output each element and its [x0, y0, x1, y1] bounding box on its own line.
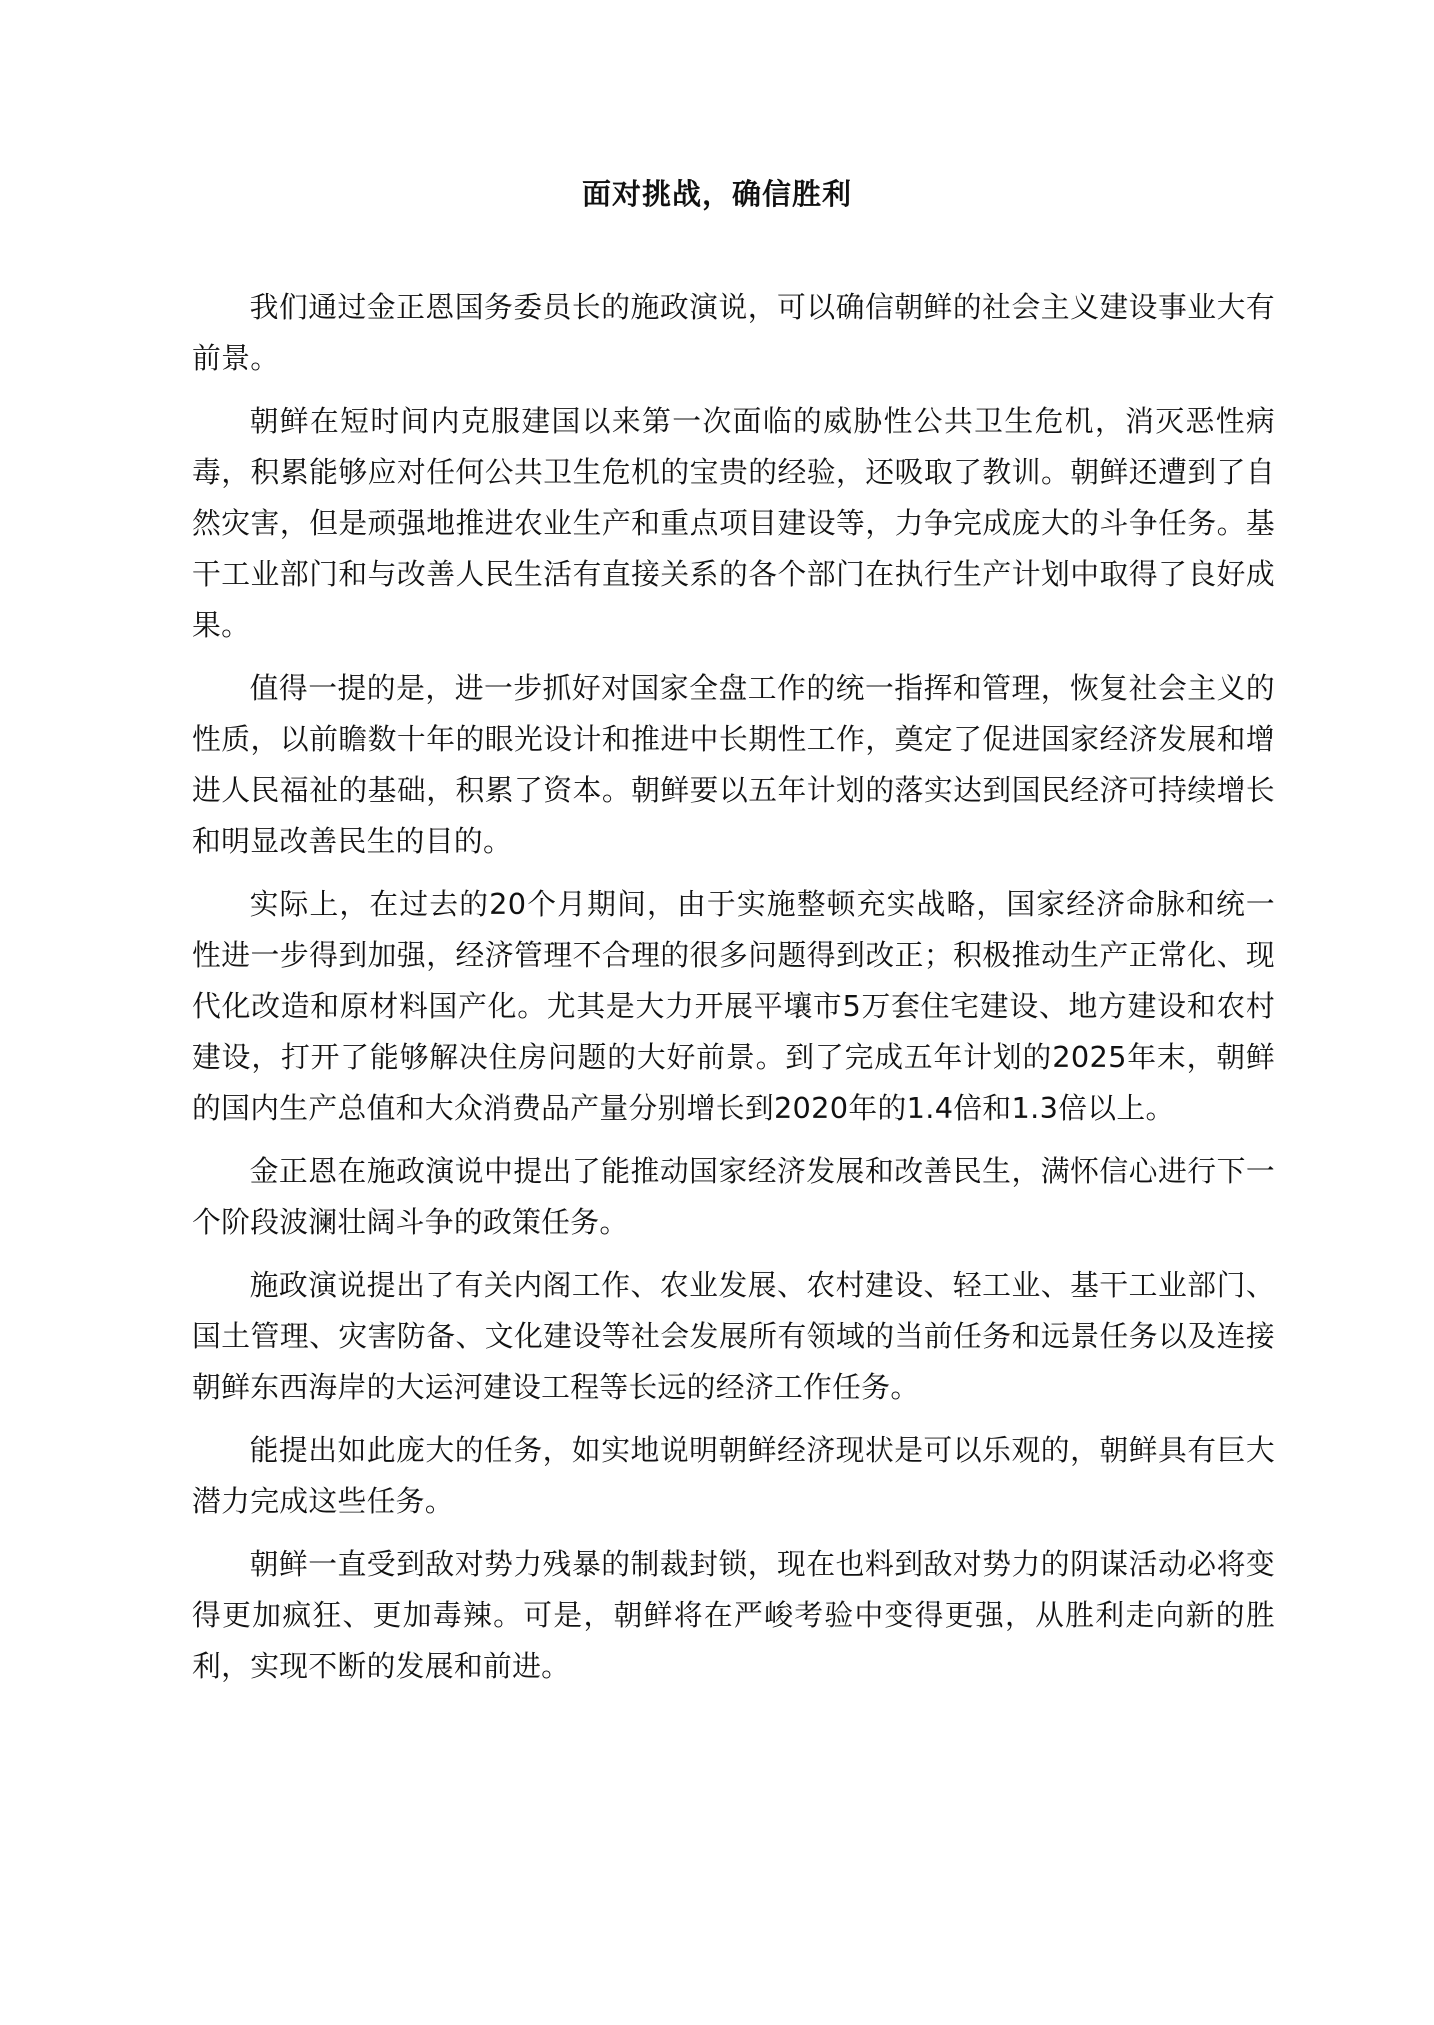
paragraph-8: 朝鲜一直受到敌对势力残暴的制裁封锁，现在也料到敌对势力的阴谋活动必将变得更加疯狂、更加毒辣。可是，朝鲜将在严峻考验中变得更强，从胜利走向新的胜利，实现不断的发展和前进。: [192, 1547, 1275, 1683]
document-body: [192, 282, 1275, 1704]
paragraph-5: 金正恩在施政演说中提出了能推动国家经济发展和改善民生，满怀信心进行下一个阶段波澜壮阔斗争的政策任务。: [192, 1154, 1275, 1239]
paragraph-6: 施政演说提出了有关内阁工作、农业发展、农村建设、轻工业、基干工业部门、国土管理、灾害防备、文化建设等社会发展所有领域的当前任务和远景任务以及连接朝鲜东西海岸的大运河建设工程等长远的经济工作任务。: [192, 1268, 1275, 1404]
paragraph-3: 值得一提的是，进一步抓好对国家全盘工作的统一指挥和管理，恢复社会主义的性质，以前瞻数十年的眼光设计和推进中长期性工作，奠定了促进国家经济发展和增进人民福祉的基础，积累了资本。朝鲜要以五年计划的落实达到国民经济可持续增长和明显改善民生的目的。: [192, 671, 1275, 858]
paragraph-4: 实际上，在过去的20个月期间，由于实施整顿充实战略，国家经济命脉和统一性进一步得到加强，经济管理不合理的很多问题得到改正；积极推动生产正常化、现代化改造和原材料国产化。尤其是大力开展平壤市5万套住宅建设、地方建设和农村建设，打开了能够解决住房问题的大好前景。到了完成五年计划的2025年末，朝鲜的国内生产总值和大众消费品产量分别增长到2020年的1.4倍和1.3倍以上。: [192, 887, 1275, 1125]
paragraph-2: 朝鲜在短时间内克服建国以来第一次面临的威胁性公共卫生危机，消灭恶性病毒，积累能够应对任何公共卫生危机的宝贵的经验，还吸取了教训。朝鲜还遭到了自然灾害，但是顽强地推进农业生产和重点项目建设等，力争完成庞大的斗争任务。基干工业部门和与改善人民生活有直接关系的各个部门在执行生产计划中取得了良好成果。: [192, 404, 1275, 642]
paragraph-1: 我们通过金正恩国务委员长的施政演说，可以确信朝鲜的社会主义建设事业大有前景。: [192, 290, 1275, 375]
document-title: 面对挑战，确信胜利: [581, 177, 852, 211]
paragraph-7: 能提出如此庞大的任务，如实地说明朝鲜经济现状是可以乐观的，朝鲜具有巨大潜力完成这些任务。: [192, 1433, 1275, 1518]
